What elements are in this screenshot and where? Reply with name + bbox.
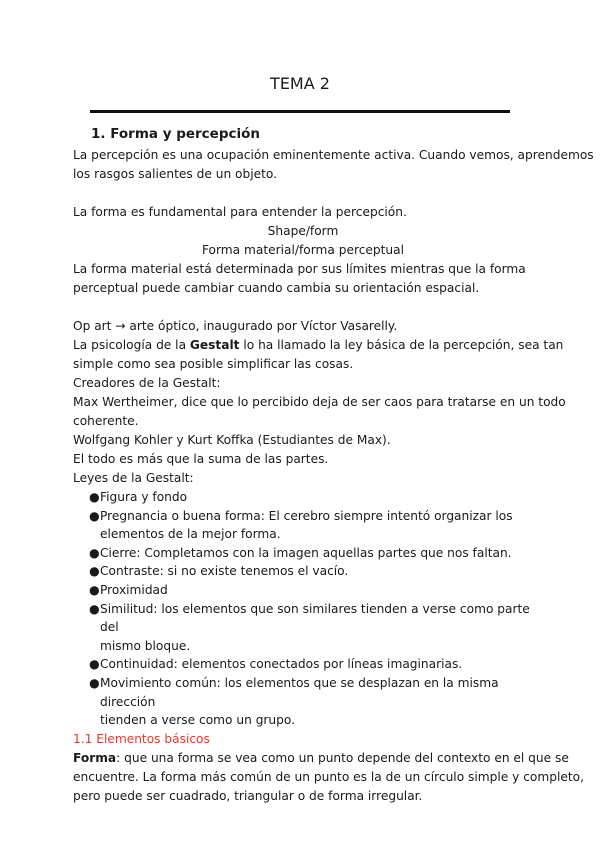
paragraph-line: perceptual puede cambiar cuando cambia su orientación espacial.	[73, 281, 480, 295]
bullet-icon: ●	[89, 490, 100, 504]
bullet-icon: ●	[89, 582, 100, 597]
gestalt-laws-list	[73, 488, 533, 730]
bullet-icon: ●	[89, 657, 100, 672]
list-item-text: Movimiento común: los elementos que se desplazan en la misma dirección	[100, 675, 499, 709]
list-item	[73, 581, 533, 600]
list-item-text: tienden a verse como un grupo.	[100, 713, 296, 728]
bullet-icon: ●	[89, 564, 100, 579]
paragraph-line: los rasgos salientes de un objeto.	[73, 167, 278, 181]
list-item-text: Proximidad	[100, 582, 168, 597]
list-item	[73, 655, 533, 674]
paragraph-line: La forma material está determinada por sus límites mientras que la forma	[73, 262, 526, 276]
centered-line: Shape/form	[267, 224, 339, 238]
paragraph-line: encuentre. La forma más común de un punto es la de un círculo simple y completo,	[73, 769, 584, 784]
list-item	[73, 507, 533, 544]
text-run: lo ha llamado la ley básica de la percepción, sea tan	[239, 338, 564, 352]
paragraph-line: coherente.	[73, 414, 139, 428]
bullet-icon: ●	[89, 508, 100, 523]
paragraph-line: Creadores de la Gestalt:	[73, 376, 221, 390]
paragraph-line	[73, 336, 564, 355]
bold-term: Gestalt	[189, 338, 240, 352]
paragraph-line	[73, 749, 569, 768]
list-item-text: Continuidad: elementos conectados por líneas imaginarias.	[100, 657, 463, 672]
list-item	[73, 488, 533, 507]
paragraph-line: Max Wertheimer, dice que lo percibido deja de ser caos para tratarse en un todo	[73, 395, 566, 409]
bold-term: Forma	[73, 750, 117, 765]
list-item-text: Pregnancia o buena forma: El cerebro siempre intentó organizar los	[100, 508, 513, 523]
bullet-icon: ●	[89, 545, 100, 560]
bullet-icon: ●	[89, 601, 100, 616]
paragraph-line: pero puede ser cuadrado, triangular o de forma irregular.	[73, 788, 423, 803]
list-item-text: mismo bloque.	[100, 638, 191, 653]
section-heading-1-1: 1.1 Elementos básicos	[73, 731, 210, 746]
paragraph-line: Op art → arte óptico, inaugurado por Víctor Vasarelly.	[73, 319, 398, 333]
text-run: La psicología de la	[73, 338, 190, 352]
text-run: : que una forma se vea como un punto depende del contexto en el que se	[116, 750, 569, 765]
list-item-text: Cierre: Completamos con la imagen aquellas partes que nos faltan.	[100, 545, 512, 560]
title-divider	[90, 110, 510, 113]
paragraph-line: La percepción es una ocupación eminentemente activa. Cuando vemos, aprendemos	[73, 148, 594, 162]
bullet-icon: ●	[89, 675, 100, 690]
list-item-text: Contraste: si no existe tenemos el vacío.	[100, 564, 349, 579]
list-item	[73, 544, 533, 563]
paragraph-line: El todo es más que la suma de las partes.	[73, 452, 329, 466]
paragraph-line: La forma es fundamental para entender la percepción.	[73, 205, 407, 219]
page-title: TEMA 2	[270, 74, 330, 93]
list-item	[73, 600, 533, 656]
list-item-text: Similitud: los elementos que son similares tienden a verse como parte del	[100, 601, 530, 635]
list-item-text: elementos de la mejor forma.	[100, 527, 281, 542]
paragraph-line: Wolfgang Kohler y Kurt Koffka (Estudiantes de Max).	[73, 433, 391, 447]
paragraph-line: Leyes de la Gestalt:	[73, 471, 194, 485]
section-heading-1: 1. Forma y percepción	[91, 126, 261, 142]
paragraph-line: simple como sea posible simplificar las cosas.	[73, 357, 354, 371]
centered-line: Forma material/forma perceptual	[201, 243, 405, 257]
list-item-text: Figura y fondo	[100, 490, 188, 504]
list-item	[73, 674, 533, 730]
document-body	[73, 124, 594, 806]
list-item	[73, 562, 533, 581]
